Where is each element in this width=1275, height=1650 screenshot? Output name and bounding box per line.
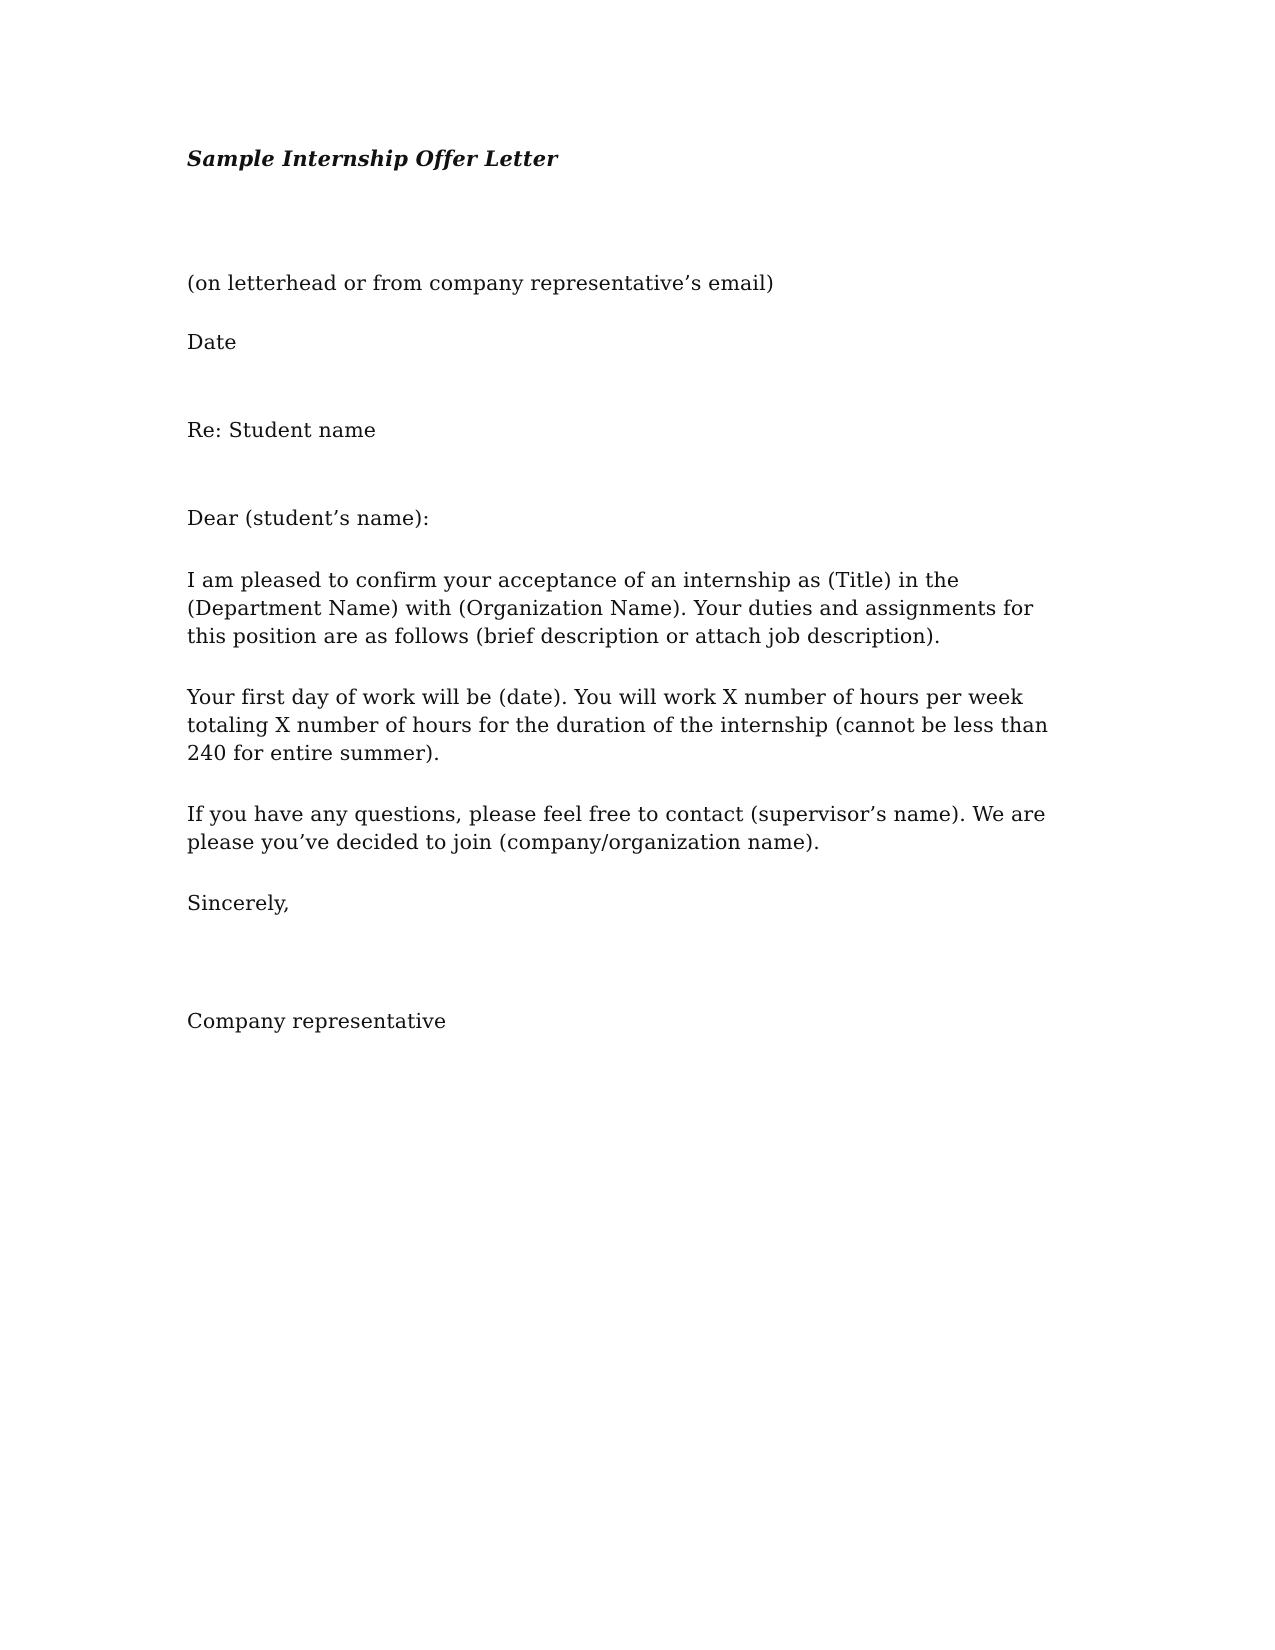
paragraph-line: this position are as follows (brief description or attach job description). <box>187 624 941 648</box>
re-line: Re: Student name <box>187 418 377 442</box>
paragraph-acceptance <box>187 566 1057 650</box>
signature: Company representative <box>187 1009 447 1033</box>
paragraph-line: totaling X number of hours for the duration of the internship (cannot be less than <box>187 713 1049 737</box>
paragraph-line: please you’ve decided to join (company/organization name). <box>187 830 820 854</box>
closing: Sincerely, <box>187 891 290 915</box>
paragraph-line: I am pleased to confirm your acceptance of an internship as (Title) in the <box>187 568 960 592</box>
salutation: Dear (student’s name): <box>187 506 430 530</box>
letterhead-note: (on letterhead or from company representative’s email) <box>187 271 774 295</box>
paragraph-line: (Department Name) with (Organization Name). Your duties and assignments for <box>187 596 1034 620</box>
paragraph-line: Your first day of work will be (date). You will work X number of hours per week <box>187 685 1023 709</box>
date-line: Date <box>187 330 237 354</box>
paragraph-contact <box>187 800 1057 856</box>
paragraph-line: 240 for entire summer). <box>187 741 440 765</box>
paragraph-line: If you have any questions, please feel free to contact (supervisor’s name). We are <box>187 802 1046 826</box>
letter-title: Sample Internship Offer Letter <box>187 146 558 171</box>
paragraph-schedule <box>187 683 1057 767</box>
